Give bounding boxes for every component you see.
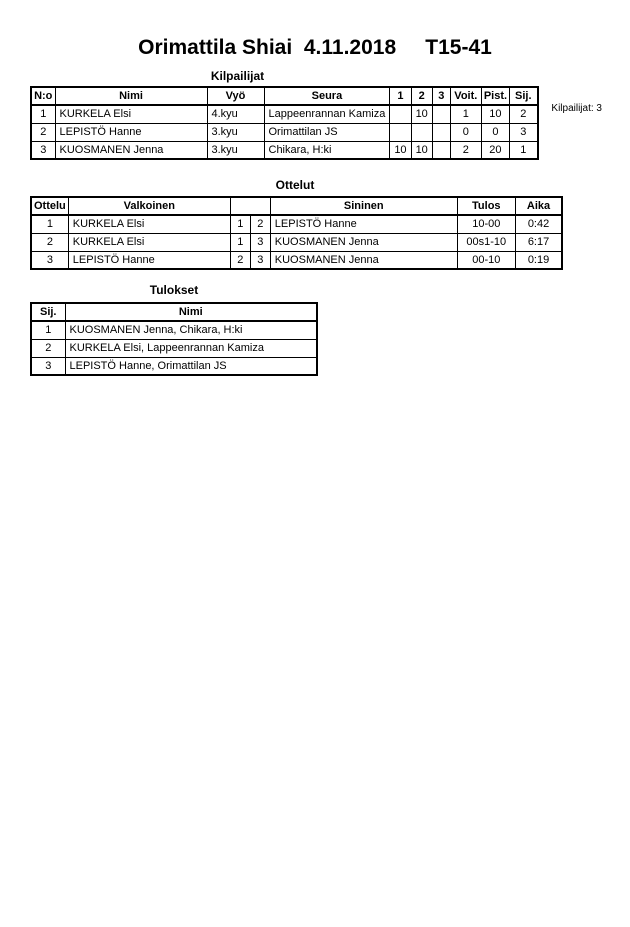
cell-match3 bbox=[432, 123, 450, 141]
cell-no: 1 bbox=[31, 105, 55, 123]
tulokset-table bbox=[30, 302, 318, 376]
cell-sininen: KUOSMANEN Jenna bbox=[270, 251, 457, 269]
col-header-sij: Sij. bbox=[31, 303, 65, 321]
cell-ottelu: 1 bbox=[31, 215, 68, 233]
cell-sij: 3 bbox=[510, 123, 538, 141]
ottelut-heading: Ottelut bbox=[275, 178, 315, 192]
cell-ottelu: 3 bbox=[31, 251, 68, 269]
cell-match3 bbox=[432, 141, 450, 159]
tulokset-heading: Tulokset bbox=[149, 283, 199, 297]
cell-nimi: LEPISTÖ Hanne bbox=[55, 123, 207, 141]
cell-match3 bbox=[432, 105, 450, 123]
col-header-seura: Seura bbox=[264, 87, 390, 105]
cell-nimi: KUOSMANEN Jenna bbox=[55, 141, 207, 159]
table-row bbox=[31, 321, 317, 339]
col-header-pist: Pist. bbox=[481, 87, 509, 105]
cell-nimi: KURKELA Elsi bbox=[55, 105, 207, 123]
cell-tulos: 00-10 bbox=[457, 251, 515, 269]
cell-nimi: KUOSMANEN Jenna, Chikara, H:ki bbox=[65, 321, 317, 339]
cell-pist: 10 bbox=[481, 105, 509, 123]
cell-vyo: 3.kyu bbox=[207, 123, 264, 141]
results-page bbox=[0, 36, 630, 376]
col-header-voit: Voit. bbox=[450, 87, 481, 105]
competitors-count-label: Kilpailijat: 3 bbox=[551, 103, 602, 114]
table-row bbox=[31, 105, 538, 123]
cell-aika: 0:42 bbox=[515, 215, 562, 233]
cell-sininen: LEPISTÖ Hanne bbox=[270, 215, 457, 233]
cell-match1 bbox=[390, 105, 411, 123]
table-row bbox=[31, 233, 562, 251]
cell-pist: 20 bbox=[481, 141, 509, 159]
col-header-sininen: Sininen bbox=[270, 197, 457, 215]
cell-nimi: LEPISTÖ Hanne, Orimattilan JS bbox=[65, 357, 317, 375]
cell-seura: Orimattilan JS bbox=[264, 123, 390, 141]
cell-white-number: 1 bbox=[230, 233, 250, 251]
col-header-nimi: Nimi bbox=[65, 303, 317, 321]
cell-no: 3 bbox=[31, 141, 55, 159]
cell-voit: 0 bbox=[450, 123, 481, 141]
ottelut-header-row bbox=[31, 197, 562, 215]
cell-tulos: 10-00 bbox=[457, 215, 515, 233]
col-header-no: N:o bbox=[31, 87, 55, 105]
col-header-aika: Aika bbox=[515, 197, 562, 215]
table-row bbox=[31, 357, 317, 375]
cell-match2 bbox=[411, 123, 432, 141]
cell-voit: 2 bbox=[450, 141, 481, 159]
cell-sij: 2 bbox=[31, 339, 65, 357]
col-header-sij: Sij. bbox=[510, 87, 538, 105]
cell-match2: 10 bbox=[411, 141, 432, 159]
cell-aika: 6:17 bbox=[515, 233, 562, 251]
cell-match1: 10 bbox=[390, 141, 411, 159]
cell-tulos: 00s1-10 bbox=[457, 233, 515, 251]
tulokset-header-row bbox=[31, 303, 317, 321]
cell-no: 2 bbox=[31, 123, 55, 141]
cell-pist: 0 bbox=[481, 123, 509, 141]
col-header-match1: 1 bbox=[390, 87, 411, 105]
cell-blue-number: 2 bbox=[250, 215, 270, 233]
col-header-tulos: Tulos bbox=[457, 197, 515, 215]
col-header-match3: 3 bbox=[432, 87, 450, 105]
col-header-valkoinen: Valkoinen bbox=[68, 197, 230, 215]
cell-sij: 2 bbox=[510, 105, 538, 123]
col-header-nimi: Nimi bbox=[55, 87, 207, 105]
cell-ottelu: 2 bbox=[31, 233, 68, 251]
col-header-ottelu: Ottelu bbox=[31, 197, 68, 215]
cell-sij: 3 bbox=[31, 357, 65, 375]
cell-aika: 0:19 bbox=[515, 251, 562, 269]
table-row bbox=[31, 141, 538, 159]
cell-seura: Chikara, H:ki bbox=[264, 141, 390, 159]
cell-sininen: KUOSMANEN Jenna bbox=[270, 233, 457, 251]
kilpailijat-heading: Kilpailijat bbox=[210, 69, 265, 83]
cell-match2: 10 bbox=[411, 105, 432, 123]
table-row bbox=[31, 251, 562, 269]
col-header-empty bbox=[230, 197, 270, 215]
cell-vyo: 3.kyu bbox=[207, 141, 264, 159]
cell-blue-number: 3 bbox=[250, 251, 270, 269]
cell-seura: Lappeenrannan Kamiza bbox=[264, 105, 390, 123]
page-title: Orimattila Shiai 4.11.2018 T15-41 bbox=[138, 36, 492, 59]
kilpailijat-header-row bbox=[31, 87, 538, 105]
cell-white-number: 1 bbox=[230, 215, 250, 233]
kilpailijat-table bbox=[30, 86, 539, 160]
cell-nimi: KURKELA Elsi, Lappeenrannan Kamiza bbox=[65, 339, 317, 357]
table-row bbox=[31, 339, 317, 357]
cell-blue-number: 3 bbox=[250, 233, 270, 251]
cell-valkoinen: KURKELA Elsi bbox=[68, 215, 230, 233]
cell-match1 bbox=[390, 123, 411, 141]
cell-valkoinen: KURKELA Elsi bbox=[68, 233, 230, 251]
col-header-match2: 2 bbox=[411, 87, 432, 105]
table-row bbox=[31, 123, 538, 141]
cell-vyo: 4.kyu bbox=[207, 105, 264, 123]
cell-valkoinen: LEPISTÖ Hanne bbox=[68, 251, 230, 269]
cell-white-number: 2 bbox=[230, 251, 250, 269]
cell-sij: 1 bbox=[510, 141, 538, 159]
ottelut-table bbox=[30, 196, 563, 270]
cell-voit: 1 bbox=[450, 105, 481, 123]
col-header-vyo: Vyö bbox=[207, 87, 264, 105]
cell-sij: 1 bbox=[31, 321, 65, 339]
table-row bbox=[31, 215, 562, 233]
